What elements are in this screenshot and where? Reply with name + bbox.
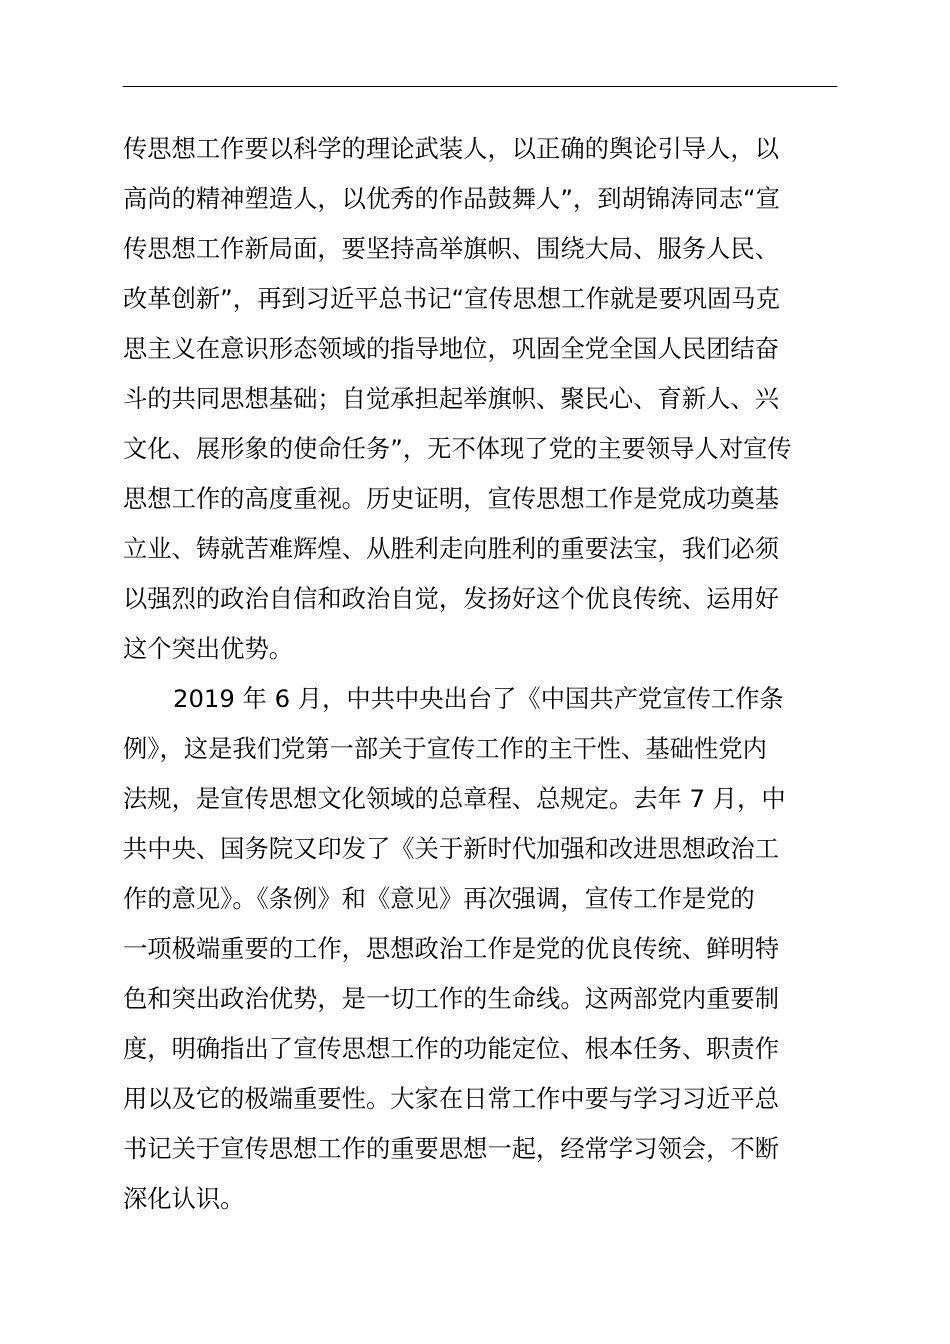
text-line: 例》，这是我们党第一部关于宣传工作的主干性、基础性党内 [123,734,767,763]
text-line: 2019 年 6 月，中共中央出台了《中国共产党宣传工作条 [173,684,784,713]
text-line: 深化认识。 [123,1184,245,1213]
text-line: 思主义在意识形态领域的指导地位，巩固全党全国人民团结奋 [123,334,780,363]
document-body [123,124,837,1224]
text-line: 作的意见》。《条例》和《意见》再次强调，宣传工作是党的 [123,884,755,913]
text-line: 法规，是宣传思想文化领域的总章程、总规定。去年 7 月，中 [123,784,786,813]
text-line: 思想工作的高度重视。历史证明，宣传思想工作是党成功奠基 [123,484,780,513]
text-line: 传思想工作新局面，要坚持高举旗帜、围绕大局、服务人民、 [123,234,780,263]
text-line: 传思想工作要以科学的理论武装人，以正确的舆论引导人，以 [123,134,780,163]
paragraph-1 [123,124,837,674]
text-line: 改革创新”，再到习近平总书记“宣传思想工作就是要巩固马克 [123,284,780,313]
text-line: 斗的共同思想基础；自觉承担起举旗帜、聚民心、育新人、兴 [123,384,780,413]
text-line: 书记关于宣传思想工作的重要思想一起，经常学习领会，不断 [123,1134,780,1163]
text-line: 一项极端重要的工作，思想政治工作是党的优良传统、鲜明特 [123,934,780,963]
text-line: 高尚的精神塑造人，以优秀的作品鼓舞人”，到胡锦涛同志“宣 [123,184,780,213]
text-line: 以强烈的政治自信和政治自觉，发扬好这个优良传统、运用好 [123,584,780,613]
paragraph-2 [123,674,837,1224]
text-line: 共中央、国务院又印发了《关于新时代加强和改进思想政治工 [123,834,780,863]
text-line: 文化、展形象的使命任务”，无不体现了党的主要领导人对宣传 [123,434,792,463]
text-line: 度，明确指出了宣传思想工作的功能定位、根本任务、职责作 [123,1034,780,1063]
text-line: 立业、铸就苦难辉煌、从胜利走向胜利的重要法宝，我们必须 [123,534,780,563]
header-rule [123,86,837,87]
text-line: 用以及它的极端重要性。大家在日常工作中要与学习习近平总 [123,1084,780,1113]
text-line: 这个突出优势。 [123,634,294,663]
text-line: 色和突出政治优势，是一切工作的生命线。这两部党内重要制 [123,984,780,1013]
